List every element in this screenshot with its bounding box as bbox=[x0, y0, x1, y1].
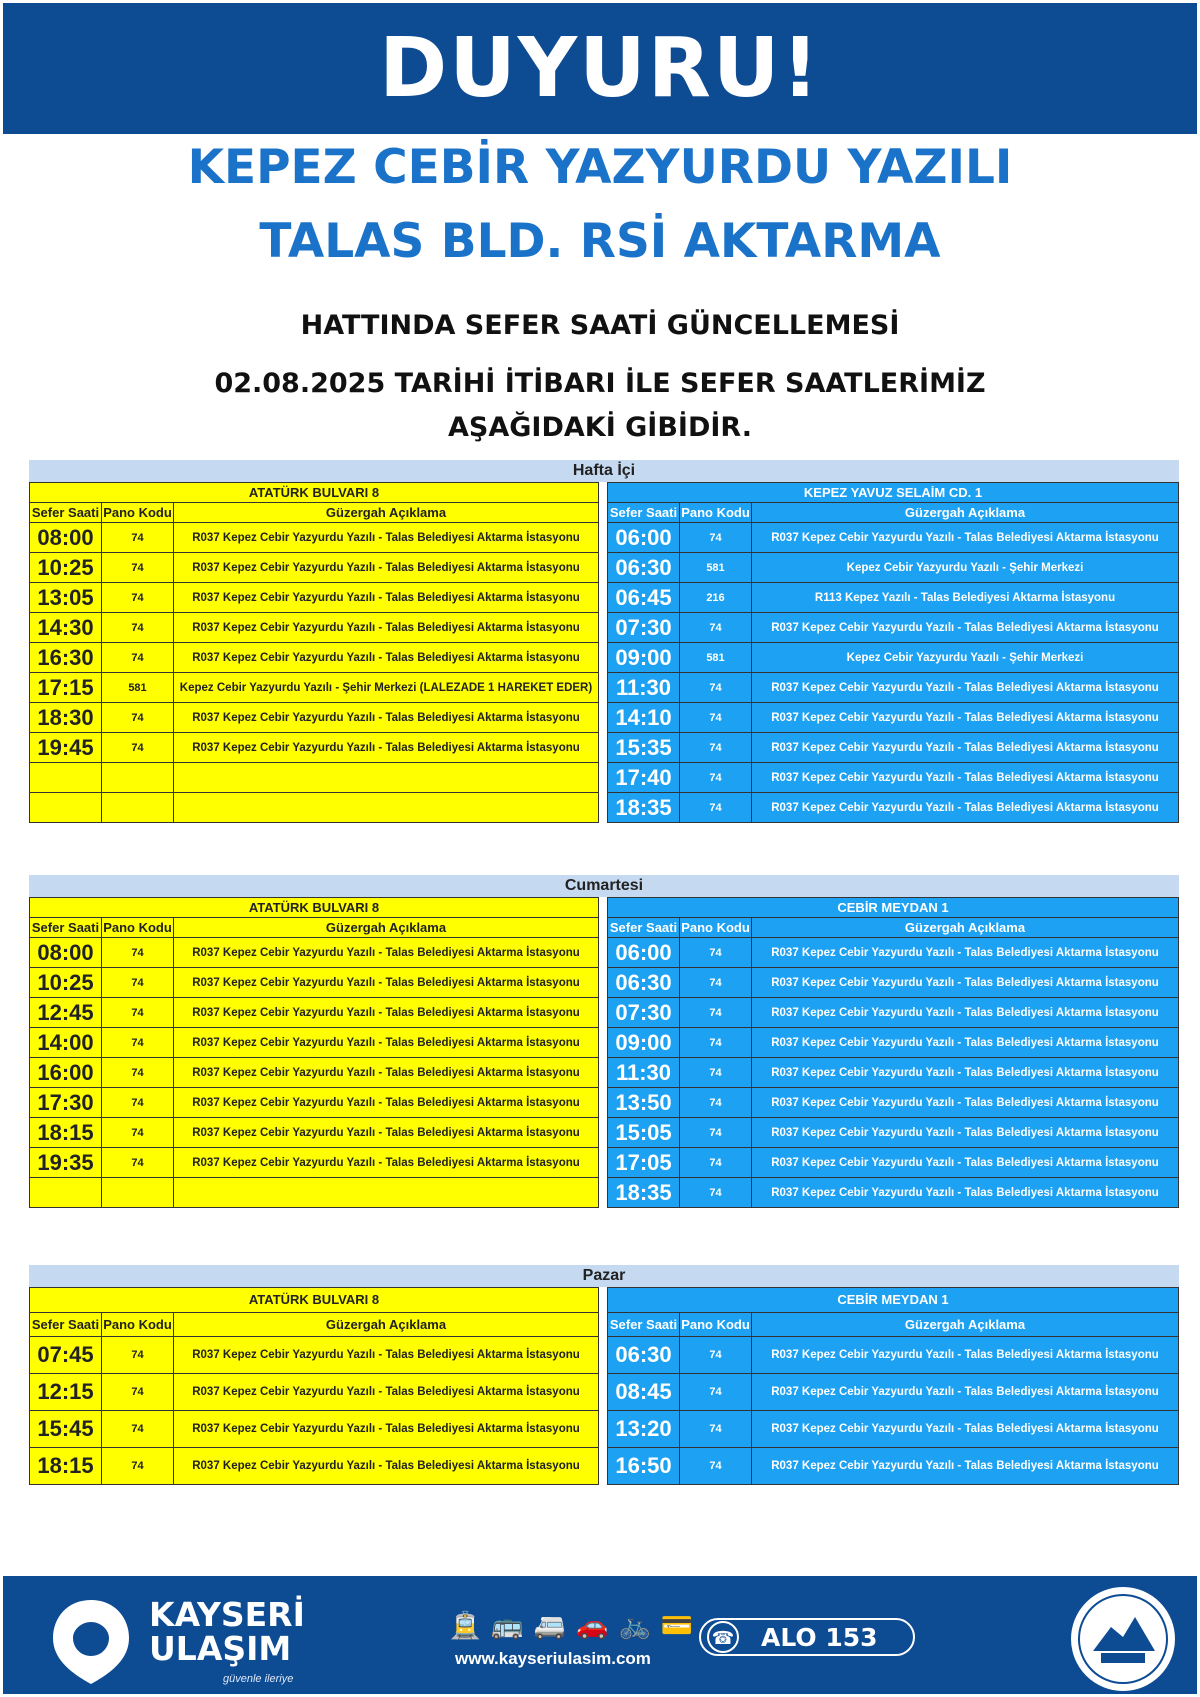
route-description: R037 Kepez Cebir Yazyurdu Yazılı - Talas Belediyesi Aktarma İstasyonu bbox=[752, 1028, 1179, 1058]
effective-date-line: 02.08.2025 TARİHİ İTİBARI İLE SEFER SAATLERİMİZ bbox=[214, 368, 986, 399]
table-row bbox=[608, 1411, 1179, 1448]
departure-time: 16:50 bbox=[608, 1448, 680, 1485]
route-description: R037 Kepez Cebir Yazyurdu Yazılı - Talas Belediyesi Aktarma İstasyonu bbox=[752, 523, 1179, 553]
table-row bbox=[30, 553, 599, 583]
route-description: R037 Kepez Cebir Yazyurdu Yazılı - Talas Belediyesi Aktarma İstasyonu bbox=[174, 523, 599, 553]
hotline-badge[interactable] bbox=[699, 1618, 915, 1656]
route-description: R037 Kepez Cebir Yazyurdu Yazılı - Talas Belediyesi Aktarma İstasyonu bbox=[174, 938, 599, 968]
route-description: R037 Kepez Cebir Yazyurdu Yazılı - Talas Belediyesi Aktarma İstasyonu bbox=[752, 1337, 1179, 1374]
route-description: R037 Kepez Cebir Yazyurdu Yazılı - Talas Belediyesi Aktarma İstasyonu bbox=[752, 1374, 1179, 1411]
table-row bbox=[30, 733, 599, 763]
route-description: R037 Kepez Cebir Yazyurdu Yazılı - Talas Belediyesi Aktarma İstasyonu bbox=[174, 1028, 599, 1058]
table-row bbox=[30, 583, 599, 613]
departure-time: 15:45 bbox=[30, 1411, 102, 1448]
table-row bbox=[30, 523, 599, 553]
route-description: R037 Kepez Cebir Yazyurdu Yazılı - Talas Belediyesi Aktarma İstasyonu bbox=[174, 1148, 599, 1178]
route-description: R037 Kepez Cebir Yazyurdu Yazılı - Talas Belediyesi Aktarma İstasyonu bbox=[174, 1411, 599, 1448]
departure-time: 06:00 bbox=[608, 523, 680, 553]
departure-time: 18:30 bbox=[30, 703, 102, 733]
departure-time: 14:30 bbox=[30, 613, 102, 643]
route-description: R037 Kepez Cebir Yazyurdu Yazılı - Talas Belediyesi Aktarma İstasyonu bbox=[174, 998, 599, 1028]
route-code: 581 bbox=[102, 673, 174, 703]
route-description: R037 Kepez Cebir Yazyurdu Yazılı - Talas Belediyesi Aktarma İstasyonu bbox=[752, 673, 1179, 703]
right-timetable bbox=[607, 482, 1179, 823]
table-row bbox=[608, 733, 1179, 763]
route-description: R037 Kepez Cebir Yazyurdu Yazılı - Talas Belediyesi Aktarma İstasyonu bbox=[752, 1178, 1179, 1208]
table-row bbox=[608, 553, 1179, 583]
route-title-line2: TALAS BLD. RSİ AKTARMA bbox=[259, 214, 941, 269]
table-row bbox=[30, 968, 599, 998]
brand-line1: KAYSERİ bbox=[149, 1595, 305, 1634]
col-header-code: Pano Kodu bbox=[680, 918, 752, 938]
route-code: 74 bbox=[102, 998, 174, 1028]
departure-time: 14:10 bbox=[608, 703, 680, 733]
table-row bbox=[608, 1148, 1179, 1178]
transport-icons bbox=[449, 1610, 693, 1641]
route-code: 581 bbox=[680, 643, 752, 673]
route-description: R037 Kepez Cebir Yazyurdu Yazılı - Talas Belediyesi Aktarma İstasyonu bbox=[752, 613, 1179, 643]
route-code: 74 bbox=[102, 553, 174, 583]
stop-name: CEBİR MEYDAN 1 bbox=[607, 1287, 1179, 1312]
route-description bbox=[174, 763, 599, 793]
table-row bbox=[30, 613, 599, 643]
table-row bbox=[30, 1118, 599, 1148]
route-code: 581 bbox=[680, 553, 752, 583]
departure-time: 10:25 bbox=[30, 553, 102, 583]
route-code: 74 bbox=[680, 1178, 752, 1208]
departure-time: 07:30 bbox=[608, 998, 680, 1028]
departure-time: 07:30 bbox=[608, 613, 680, 643]
route-code: 74 bbox=[680, 1448, 752, 1485]
departure-time: 17:15 bbox=[30, 673, 102, 703]
departure-time: 08:00 bbox=[30, 938, 102, 968]
left-timetable bbox=[29, 1287, 599, 1485]
departure-time: 19:35 bbox=[30, 1148, 102, 1178]
route-description: R037 Kepez Cebir Yazyurdu Yazılı - Talas Belediyesi Aktarma İstasyonu bbox=[752, 793, 1179, 823]
route-code: 74 bbox=[102, 1088, 174, 1118]
effective-date-line2: AŞAĞIDAKİ GİBİDİR. bbox=[448, 412, 752, 443]
departure-time: 06:45 bbox=[608, 583, 680, 613]
departure-time bbox=[30, 793, 102, 823]
route-code: 74 bbox=[102, 938, 174, 968]
route-description: R037 Kepez Cebir Yazyurdu Yazılı - Talas Belediyesi Aktarma İstasyonu bbox=[174, 703, 599, 733]
brand-line2: ULAŞIM bbox=[149, 1629, 292, 1668]
route-code: 74 bbox=[680, 1337, 752, 1374]
table-row bbox=[608, 523, 1179, 553]
route-code: 74 bbox=[102, 703, 174, 733]
route-code: 74 bbox=[680, 1374, 752, 1411]
departure-time bbox=[30, 763, 102, 793]
route-code: 74 bbox=[680, 1028, 752, 1058]
departure-time: 16:00 bbox=[30, 1058, 102, 1088]
route-description: R037 Kepez Cebir Yazyurdu Yazılı - Talas Belediyesi Aktarma İstasyonu bbox=[174, 643, 599, 673]
col-header-desc: Güzergah Açıklama bbox=[174, 1313, 599, 1337]
route-code: 74 bbox=[102, 1337, 174, 1374]
route-description: R037 Kepez Cebir Yazyurdu Yazılı - Talas Belediyesi Aktarma İstasyonu bbox=[174, 613, 599, 643]
route-code: 74 bbox=[680, 1058, 752, 1088]
route-code bbox=[102, 1178, 174, 1208]
departure-time: 11:30 bbox=[608, 673, 680, 703]
left-timetable bbox=[29, 897, 599, 1208]
table-row bbox=[30, 1448, 599, 1485]
route-code: 74 bbox=[680, 1411, 752, 1448]
route-description: R037 Kepez Cebir Yazyurdu Yazılı - Talas Belediyesi Aktarma İstasyonu bbox=[174, 968, 599, 998]
col-header-code: Pano Kodu bbox=[102, 503, 174, 523]
route-description: R113 Kepez Yazılı - Talas Belediyesi Aktarma İstasyonu bbox=[752, 583, 1179, 613]
route-description: R037 Kepez Cebir Yazyurdu Yazılı - Talas Belediyesi Aktarma İstasyonu bbox=[752, 998, 1179, 1028]
route-description: R037 Kepez Cebir Yazyurdu Yazılı - Talas Belediyesi Aktarma İstasyonu bbox=[174, 733, 599, 763]
route-description: R037 Kepez Cebir Yazyurdu Yazılı - Talas Belediyesi Aktarma İstasyonu bbox=[752, 1448, 1179, 1485]
route-code: 74 bbox=[680, 523, 752, 553]
route-description: R037 Kepez Cebir Yazyurdu Yazılı - Talas Belediyesi Aktarma İstasyonu bbox=[174, 1448, 599, 1485]
weekday-schedule bbox=[29, 460, 1179, 823]
tram-icon: 🚊 bbox=[449, 1610, 482, 1640]
table-row bbox=[30, 1178, 599, 1208]
car-icon: 🚗 bbox=[576, 1610, 609, 1640]
route-description: R037 Kepez Cebir Yazyurdu Yazılı - Talas Belediyesi Aktarma İstasyonu bbox=[752, 1088, 1179, 1118]
departure-time: 12:45 bbox=[30, 998, 102, 1028]
departure-time: 11:30 bbox=[608, 1058, 680, 1088]
minibus-icon: 🚐 bbox=[533, 1610, 567, 1640]
stop-name: KEPEZ YAVUZ SELAİM CD. 1 bbox=[607, 482, 1179, 502]
table-row bbox=[608, 1178, 1179, 1208]
bicycle-icon: 🚲 bbox=[618, 1610, 651, 1640]
route-description: R037 Kepez Cebir Yazyurdu Yazılı - Talas Belediyesi Aktarma İstasyonu bbox=[752, 1148, 1179, 1178]
route-code: 74 bbox=[680, 938, 752, 968]
stop-name: ATATÜRK BULVARI 8 bbox=[29, 482, 599, 502]
route-code: 74 bbox=[102, 1448, 174, 1485]
route-description: R037 Kepez Cebir Yazyurdu Yazılı - Talas Belediyesi Aktarma İstasyonu bbox=[752, 968, 1179, 998]
hotline-number: ALO 153 bbox=[761, 1622, 878, 1652]
route-code: 74 bbox=[680, 733, 752, 763]
departure-time: 09:00 bbox=[608, 643, 680, 673]
col-header-code: Pano Kodu bbox=[680, 503, 752, 523]
route-description: R037 Kepez Cebir Yazyurdu Yazılı - Talas Belediyesi Aktarma İstasyonu bbox=[174, 1118, 599, 1148]
route-code: 74 bbox=[102, 1028, 174, 1058]
table-row bbox=[608, 703, 1179, 733]
departure-time: 08:00 bbox=[30, 523, 102, 553]
route-code: 74 bbox=[680, 673, 752, 703]
table-row bbox=[30, 1411, 599, 1448]
route-description: Kepez Cebir Yazyurdu Yazılı - Şehir Merkezi bbox=[752, 643, 1179, 673]
section-title: Pazar bbox=[29, 1265, 1179, 1287]
table-row bbox=[608, 1028, 1179, 1058]
departure-time: 18:35 bbox=[608, 1178, 680, 1208]
departure-time: 12:15 bbox=[30, 1374, 102, 1411]
table-row bbox=[30, 763, 599, 793]
saturday-schedule bbox=[29, 875, 1179, 1208]
departure-time: 17:30 bbox=[30, 1088, 102, 1118]
table-row bbox=[608, 673, 1179, 703]
departure-time: 06:30 bbox=[608, 1337, 680, 1374]
footer bbox=[3, 1576, 1197, 1694]
table-row bbox=[30, 643, 599, 673]
website-link[interactable]: www.kayseriulasim.com bbox=[455, 1649, 651, 1668]
stop-name: ATATÜRK BULVARI 8 bbox=[29, 897, 599, 917]
departure-time: 16:30 bbox=[30, 643, 102, 673]
departure-time: 08:45 bbox=[608, 1374, 680, 1411]
table-row bbox=[608, 1374, 1179, 1411]
right-timetable bbox=[607, 897, 1179, 1208]
route-code: 74 bbox=[102, 1118, 174, 1148]
table-row bbox=[30, 703, 599, 733]
table-row bbox=[30, 938, 599, 968]
section-title: Cumartesi bbox=[29, 875, 1179, 897]
departure-time: 06:00 bbox=[608, 938, 680, 968]
col-header-code: Pano Kodu bbox=[680, 1313, 752, 1337]
left-timetable bbox=[29, 482, 599, 823]
table-row bbox=[608, 583, 1179, 613]
departure-time: 13:50 bbox=[608, 1088, 680, 1118]
stop-name: CEBİR MEYDAN 1 bbox=[607, 897, 1179, 917]
table-row bbox=[608, 1118, 1179, 1148]
municipality-seal-icon bbox=[1068, 1584, 1178, 1694]
route-description: R037 Kepez Cebir Yazyurdu Yazılı - Talas Belediyesi Aktarma İstasyonu bbox=[752, 1118, 1179, 1148]
route-code: 74 bbox=[102, 968, 174, 998]
route-description: R037 Kepez Cebir Yazyurdu Yazılı - Talas Belediyesi Aktarma İstasyonu bbox=[174, 1337, 599, 1374]
route-code: 74 bbox=[102, 1058, 174, 1088]
route-description: R037 Kepez Cebir Yazyurdu Yazılı - Talas Belediyesi Aktarma İstasyonu bbox=[174, 1058, 599, 1088]
departure-time: 13:20 bbox=[608, 1411, 680, 1448]
sunday-schedule bbox=[29, 1265, 1179, 1485]
route-description: R037 Kepez Cebir Yazyurdu Yazılı - Talas Belediyesi Aktarma İstasyonu bbox=[174, 1088, 599, 1118]
table-row bbox=[608, 1058, 1179, 1088]
departure-time: 13:05 bbox=[30, 583, 102, 613]
route-description: R037 Kepez Cebir Yazyurdu Yazılı - Talas Belediyesi Aktarma İstasyonu bbox=[752, 1058, 1179, 1088]
departure-time: 18:15 bbox=[30, 1448, 102, 1485]
table-row bbox=[30, 1058, 599, 1088]
route-code: 74 bbox=[680, 613, 752, 643]
departure-time: 15:05 bbox=[608, 1118, 680, 1148]
table-row bbox=[30, 1374, 599, 1411]
table-row bbox=[608, 763, 1179, 793]
table-row bbox=[608, 938, 1179, 968]
route-description: R037 Kepez Cebir Yazyurdu Yazılı - Talas Belediyesi Aktarma İstasyonu bbox=[752, 763, 1179, 793]
route-code: 74 bbox=[680, 968, 752, 998]
col-header-time: Sefer Saati bbox=[30, 503, 102, 523]
route-code: 74 bbox=[680, 703, 752, 733]
col-header-desc: Güzergah Açıklama bbox=[752, 918, 1179, 938]
route-code: 74 bbox=[680, 1088, 752, 1118]
table-row bbox=[30, 1148, 599, 1178]
route-code: 74 bbox=[680, 998, 752, 1028]
departure-time: 18:15 bbox=[30, 1118, 102, 1148]
right-timetable bbox=[607, 1287, 1179, 1485]
route-description: R037 Kepez Cebir Yazyurdu Yazılı - Talas Belediyesi Aktarma İstasyonu bbox=[174, 1374, 599, 1411]
col-header-time: Sefer Saati bbox=[608, 918, 680, 938]
route-description bbox=[174, 793, 599, 823]
table-row bbox=[30, 1337, 599, 1374]
section-title: Hafta İçi bbox=[29, 460, 1179, 482]
table-row bbox=[30, 793, 599, 823]
bus-icon: 🚌 bbox=[491, 1610, 524, 1640]
route-code: 74 bbox=[102, 613, 174, 643]
table-row bbox=[608, 968, 1179, 998]
route-description: R037 Kepez Cebir Yazyurdu Yazılı - Talas Belediyesi Aktarma İstasyonu bbox=[752, 733, 1179, 763]
kayseri-ulasim-logo-icon bbox=[49, 1596, 133, 1686]
table-row bbox=[608, 613, 1179, 643]
route-code: 216 bbox=[680, 583, 752, 613]
table-row bbox=[608, 1448, 1179, 1485]
departure-time: 06:30 bbox=[608, 968, 680, 998]
col-header-desc: Güzergah Açıklama bbox=[174, 503, 599, 523]
route-code: 74 bbox=[680, 1118, 752, 1148]
route-code: 74 bbox=[102, 1411, 174, 1448]
route-code: 74 bbox=[102, 643, 174, 673]
departure-time bbox=[30, 1178, 102, 1208]
col-header-time: Sefer Saati bbox=[30, 918, 102, 938]
departure-time: 15:35 bbox=[608, 733, 680, 763]
route-code bbox=[102, 763, 174, 793]
departure-time: 06:30 bbox=[608, 553, 680, 583]
col-header-code: Pano Kodu bbox=[102, 1313, 174, 1337]
route-code bbox=[102, 793, 174, 823]
route-code: 74 bbox=[680, 763, 752, 793]
departure-time: 18:35 bbox=[608, 793, 680, 823]
route-description: Kepez Cebir Yazyurdu Yazılı - Şehir Merkezi (LALEZADE 1 HAREKET EDER) bbox=[174, 673, 599, 703]
table-row bbox=[608, 1088, 1179, 1118]
departure-time: 14:00 bbox=[30, 1028, 102, 1058]
col-header-desc: Güzergah Açıklama bbox=[174, 918, 599, 938]
route-code: 74 bbox=[680, 793, 752, 823]
route-description: R037 Kepez Cebir Yazyurdu Yazılı - Talas Belediyesi Aktarma İstasyonu bbox=[174, 553, 599, 583]
route-code: 74 bbox=[102, 583, 174, 613]
table-row bbox=[30, 1088, 599, 1118]
col-header-time: Sefer Saati bbox=[30, 1313, 102, 1337]
col-header-desc: Güzergah Açıklama bbox=[752, 503, 1179, 523]
table-row bbox=[30, 673, 599, 703]
route-description: R037 Kepez Cebir Yazyurdu Yazılı - Talas Belediyesi Aktarma İstasyonu bbox=[752, 1411, 1179, 1448]
col-header-time: Sefer Saati bbox=[608, 1313, 680, 1337]
departure-time: 09:00 bbox=[608, 1028, 680, 1058]
announcement-banner bbox=[3, 3, 1197, 134]
route-code: 74 bbox=[680, 1148, 752, 1178]
col-header-time: Sefer Saati bbox=[608, 503, 680, 523]
departure-time: 19:45 bbox=[30, 733, 102, 763]
card-icon: 💳 bbox=[660, 1610, 694, 1640]
route-title-line1: KEPEZ CEBİR YAZYURDU YAZILI bbox=[187, 140, 1013, 195]
update-subtitle: HATTINDA SEFER SAATİ GÜNCELLEMESİ bbox=[300, 310, 900, 341]
brand-name bbox=[149, 1595, 305, 1668]
route-description: Kepez Cebir Yazyurdu Yazılı - Şehir Merkezi bbox=[752, 553, 1179, 583]
banner-title: DUYURU! bbox=[379, 21, 821, 116]
brand-tagline: güvenle ileriye bbox=[223, 1673, 294, 1685]
col-header-desc: Güzergah Açıklama bbox=[752, 1313, 1179, 1337]
phone-icon: ☎ bbox=[707, 1621, 739, 1653]
route-code: 74 bbox=[102, 733, 174, 763]
departure-time: 10:25 bbox=[30, 968, 102, 998]
route-description: R037 Kepez Cebir Yazyurdu Yazılı - Talas Belediyesi Aktarma İstasyonu bbox=[752, 703, 1179, 733]
stop-name: ATATÜRK BULVARI 8 bbox=[29, 1287, 599, 1312]
table-row bbox=[608, 643, 1179, 673]
route-code: 74 bbox=[102, 1148, 174, 1178]
table-row bbox=[608, 998, 1179, 1028]
route-description: R037 Kepez Cebir Yazyurdu Yazılı - Talas Belediyesi Aktarma İstasyonu bbox=[174, 583, 599, 613]
table-row bbox=[30, 1028, 599, 1058]
route-description bbox=[174, 1178, 599, 1208]
departure-time: 17:40 bbox=[608, 763, 680, 793]
route-code: 74 bbox=[102, 523, 174, 553]
route-code: 74 bbox=[102, 1374, 174, 1411]
departure-time: 17:05 bbox=[608, 1148, 680, 1178]
departure-time: 07:45 bbox=[30, 1337, 102, 1374]
table-row bbox=[608, 793, 1179, 823]
table-row bbox=[30, 998, 599, 1028]
col-header-code: Pano Kodu bbox=[102, 918, 174, 938]
route-description: R037 Kepez Cebir Yazyurdu Yazılı - Talas Belediyesi Aktarma İstasyonu bbox=[752, 938, 1179, 968]
table-row bbox=[608, 1337, 1179, 1374]
